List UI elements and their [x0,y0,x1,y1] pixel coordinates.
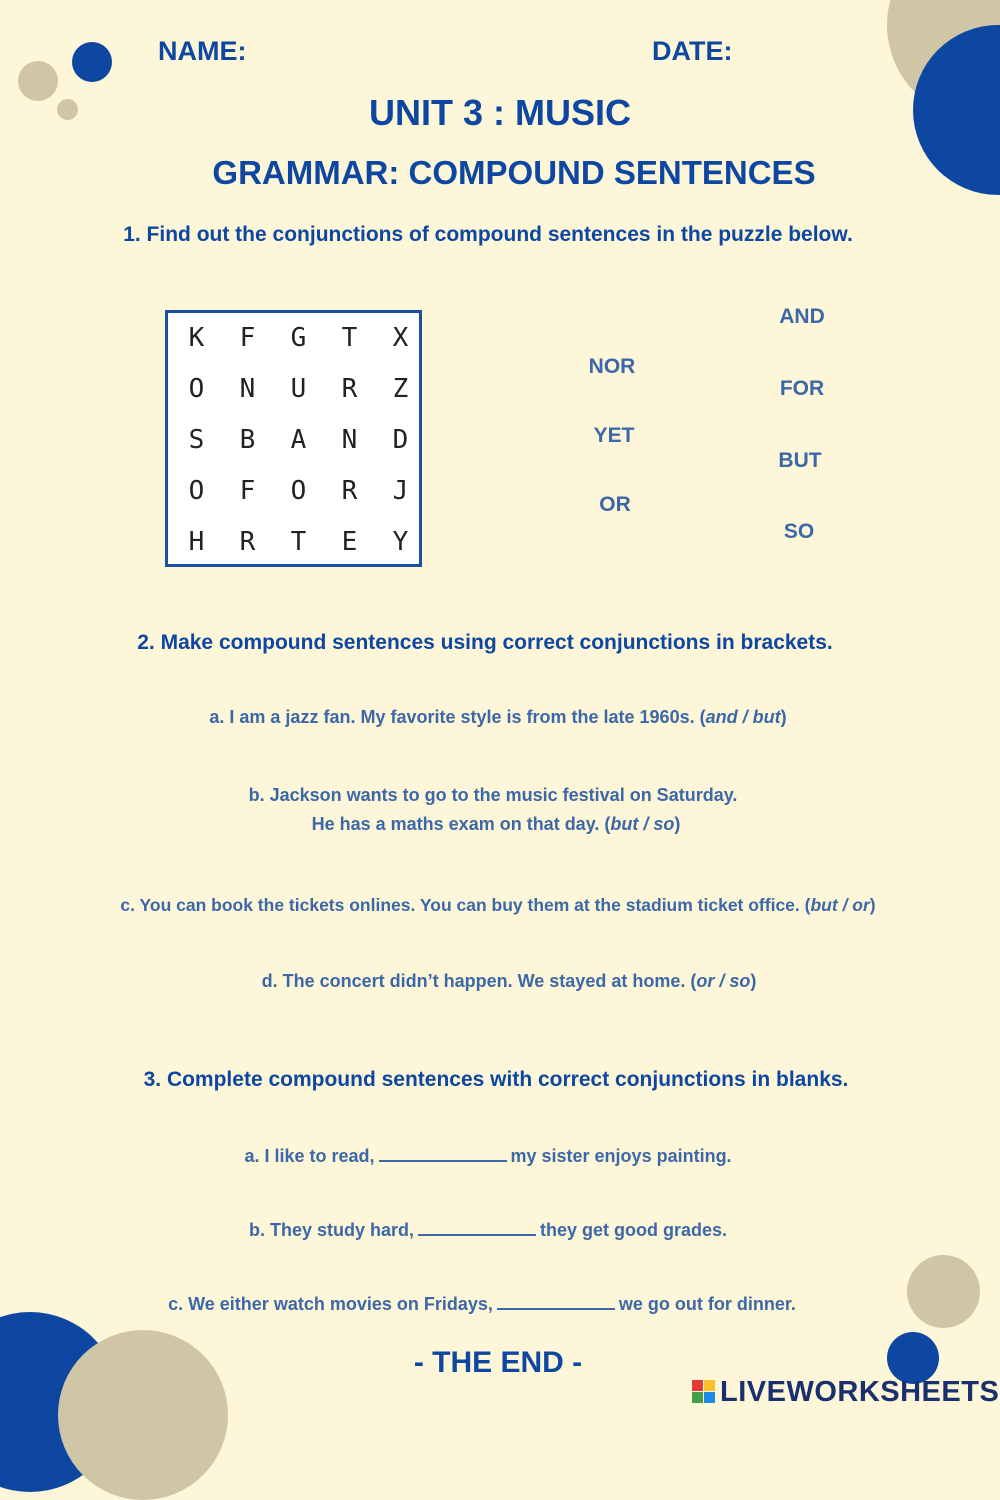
puzzle-cell: F [239,323,256,353]
puzzle-cell: U [290,374,307,404]
word-nor: NOR [588,355,636,378]
sentence-2a: a. I am a jazz fan. My favorite style is from the late 1960s. (and / but) [209,707,787,727]
puzzle-cell: N [341,425,358,455]
sentence-2b-line1: b. Jackson wants to go to the music festival on Saturday. [248,785,738,805]
puzzle-cell: K [188,323,205,353]
puzzle-cell: O [188,476,205,506]
liveworksheets-brand-text: LIVEWORKSHEETS [720,1376,1000,1408]
unit-title: UNIT 3 : MUSIC [368,92,631,133]
puzzle-cell: S [188,425,205,455]
puzzle-cell: R [341,476,358,506]
puzzle-cell: B [239,425,256,455]
answer-blank-3a[interactable] [379,1144,507,1162]
puzzle-cell: X [392,323,409,353]
puzzle-cell: A [290,425,307,455]
word-and: AND [779,305,825,328]
puzzle-cell: E [341,527,358,557]
word-yet: YET [593,424,635,447]
puzzle-cell: T [290,527,307,557]
word-for: FOR [779,377,825,400]
section1-instruction: 1. Find out the conjunctions of compound sentences in the puzzle below. [123,223,853,246]
puzzle-cell: R [239,527,256,557]
puzzle-cell: Z [392,374,409,404]
puzzle-cell: Y [392,527,409,557]
sentence-3b: b. They study hard, they get good grades. [248,1220,728,1240]
section3-instruction: 3. Complete compound sentences with correct conjunctions in blanks. [143,1068,849,1091]
grammar-title: GRAMMAR: COMPOUND SENTENCES [212,154,816,191]
puzzle-cell: N [239,374,256,404]
puzzle-cell: R [341,374,358,404]
answer-blank-3c[interactable] [497,1292,615,1310]
puzzle-cell: O [290,476,307,506]
sentence-3c: c. We either watch movies on Fridays, we go out for dinner. [168,1294,796,1314]
puzzle-cell: O [188,374,205,404]
puzzle-cell: H [188,527,205,557]
date-label: DATE: [652,36,733,66]
word-search-puzzle [165,310,422,567]
word-but: BUT [778,449,822,472]
sentence-2d: d. The concert didn’t happen. We stayed at home. (or / so) [261,971,757,991]
puzzle-cell: J [392,476,409,506]
sentence-2b-line2: He has a maths exam on that day. (but / so) [311,814,681,834]
sentence-2c: c. You can book the tickets onlines. You can buy them at the stadium ticket office. (but / or) [120,895,876,915]
puzzle-cell: F [239,476,256,506]
puzzle-cell: G [290,323,307,353]
answer-blank-3b[interactable] [418,1218,536,1236]
word-or: OR [599,493,631,516]
liveworksheets-logo-icon [692,1380,716,1404]
puzzle-cell: T [341,323,358,353]
decor-circle-blue-small [72,42,112,82]
sentence-3a: a. I like to read, my sister enjoys painting. [244,1146,732,1166]
word-so: SO [783,520,815,543]
the-end: - THE END - [413,1346,583,1379]
section2-instruction: 2. Make compound sentences using correct conjunctions in brackets. [137,631,833,654]
liveworksheets-logo[interactable] [692,1376,999,1409]
name-label: NAME: [158,36,247,66]
puzzle-cell: D [392,425,409,455]
